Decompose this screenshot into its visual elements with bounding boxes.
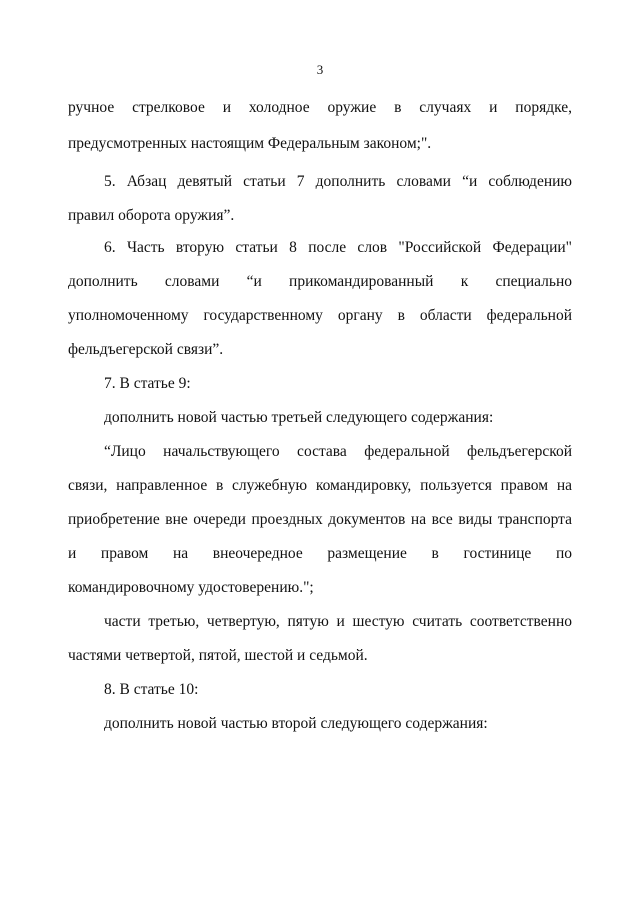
text-line: “Лицо начальствующего состава федеральной фельдъегерской bbox=[104, 443, 572, 460]
text-line: приобретение вне очереди проездных документов на все виды транспорта bbox=[68, 511, 572, 528]
text-line: дополнить новой частью третьей следующего содержания: bbox=[104, 409, 494, 426]
text-line: ручное стрелковое и холодное оружие в случаях и порядке, bbox=[68, 99, 572, 116]
text-line: дополнить новой частью второй следующего содержания: bbox=[104, 715, 488, 732]
text-line: правил оборота оружия”. bbox=[68, 207, 235, 224]
text-line: 5. Абзац девятый статьи 7 дополнить словами “и соблюдению bbox=[104, 173, 572, 190]
text-line: части третью, четвертую, пятую и шестую считать соответственно bbox=[104, 613, 572, 630]
text-line: связи, направленное в служебную командировку, пользуется правом на bbox=[68, 477, 572, 494]
text-line: частями четвертой, пятой, шестой и седьмой. bbox=[68, 647, 368, 664]
text-line: предусмотренных настоящим Федеральным законом;". bbox=[68, 135, 432, 152]
text-line: дополнить словами “и прикомандированный к специально bbox=[68, 273, 572, 290]
page-number: 3 bbox=[316, 62, 324, 77]
text-line: и правом на внеочередное размещение в гостинице по bbox=[68, 545, 572, 562]
text-line: командировочному удостоверению."; bbox=[68, 579, 314, 596]
text-line: фельдъегерской связи”. bbox=[68, 341, 224, 358]
text-line: уполномоченному государственному органу в области федеральной bbox=[68, 307, 572, 324]
text-line: 8. В статье 10: bbox=[104, 681, 199, 698]
text-line: 7. В статье 9: bbox=[104, 375, 191, 392]
text-line: 6. Часть вторую статьи 8 после слов "Российской Федерации" bbox=[104, 239, 572, 256]
